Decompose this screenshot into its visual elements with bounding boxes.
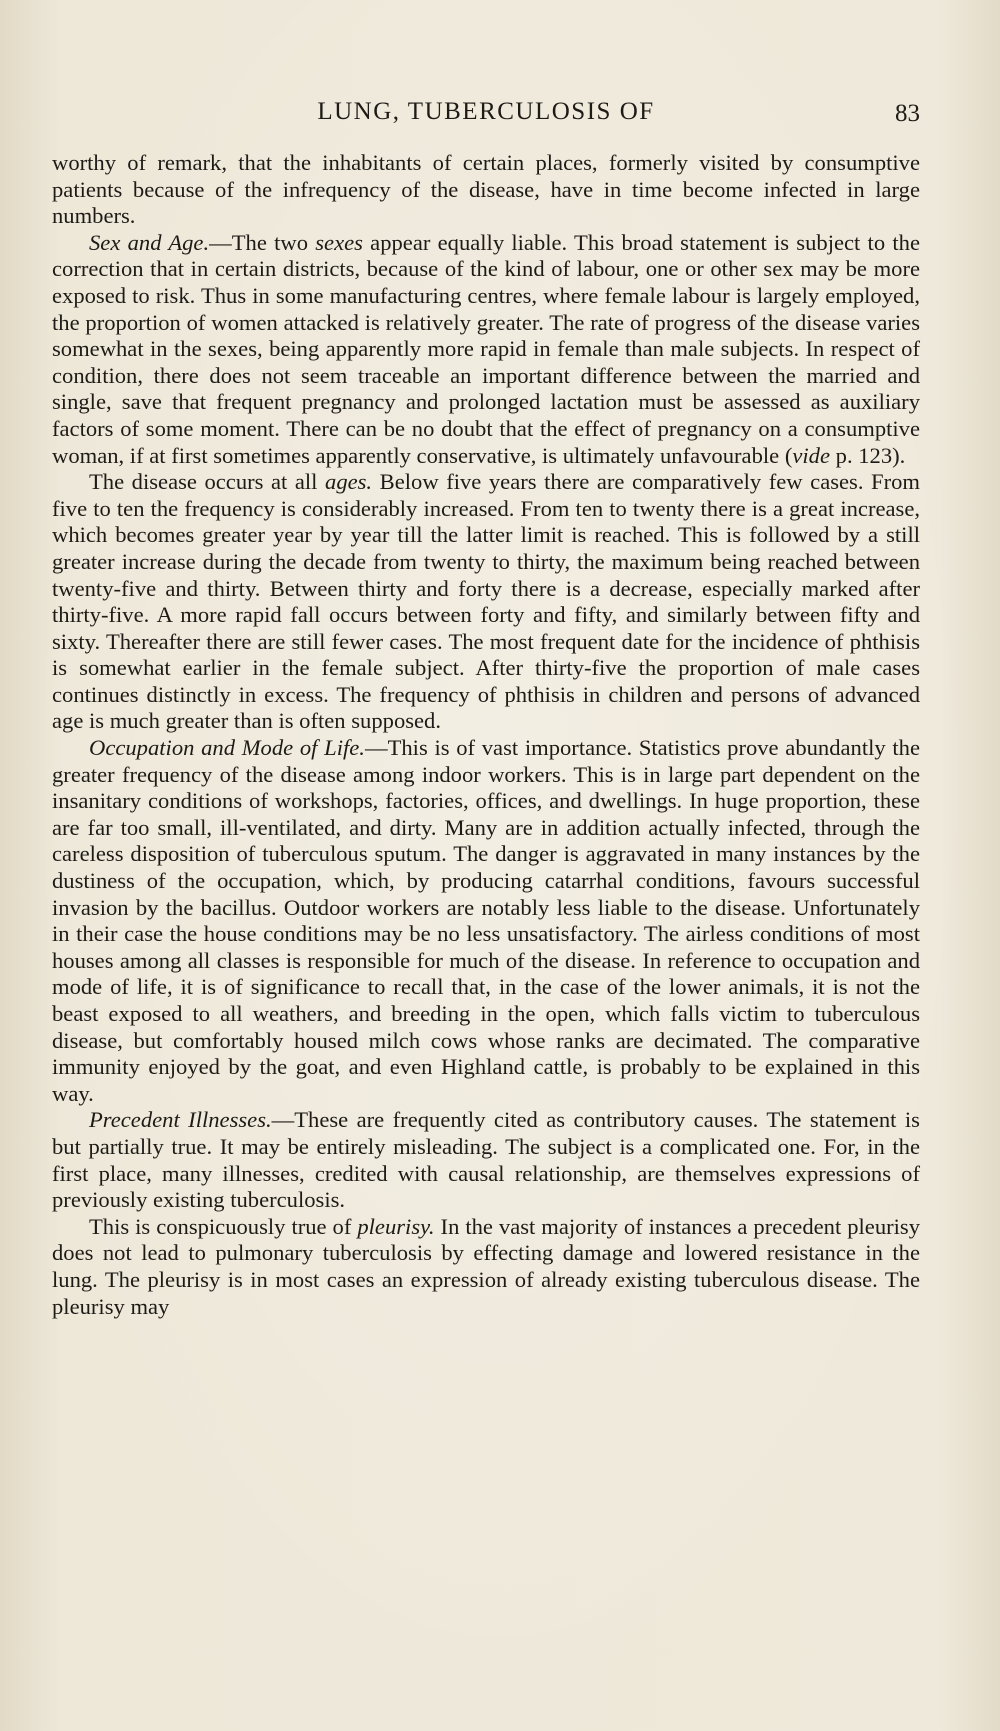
italic-run: ages.	[325, 469, 373, 495]
paragraph-ages	[52, 469, 920, 735]
page-number: 83	[895, 100, 920, 127]
text-run: —This is of vast importance. Statistics prove abundantly the greater frequency of the disease among indoor workers. This is in large part dependent on the insanitary conditions of workshops, factories, offices, and dwellings. In huge proportion, these are far too small, ill-ventilated, and dirty. Many are in addition actually infected, through the careless disposition of tuberculous sputum. The danger is aggravated in many instances by the dustiness of the occupation, which, by producing catarrhal conditions, favours successful invasion by the bacillus. Outdoor workers are notably less liable to the disease. Unfortunately in their case the house conditions may be no less unsatisfactory. The airless conditions of most houses among all classes is responsible for much of the disease. In reference to occupation and mode of life, it is of significance to recall that, in the case of the lower animals, it is not the beast exposed to all weathers, and breeding in the open, which falls victim to tuberculous disease, but comfortably housed milch cows whose ranks are decimated. The comparative immunity enjoyed by the goat, and even Highland cattle, is probably to be explained in this way.	[52, 735, 920, 1106]
text-run: —These are frequently cited as contributory causes. The statement is but partially true. It may be entirely misleading. The subject is a complicated one. For, in the first place, many illnesses, credited with causal relationship, are themselves expressions of previously existing tuberculosis.	[52, 1107, 920, 1213]
italic-run: vide	[792, 442, 830, 468]
italic-run: Precedent Illnesses.	[89, 1107, 272, 1133]
text-run: In the vast majority of instances a precedent pleurisy does not lead to pulmonary tuberculosis by effecting damage and lowered resistance in the lung. The pleurisy is in most cases an expression of already existing tuberculous disease. The pleurisy may	[52, 1213, 921, 1319]
running-title: LUNG, TUBERCULOSIS OF	[317, 98, 655, 125]
italic-run: Sex and Age.	[89, 229, 210, 255]
paragraph-pleurisy	[52, 1214, 920, 1320]
paragraph-occupation	[52, 735, 920, 1107]
text-run: Below five years there are comparatively few cases. From five to ten the frequency is considerably increased. From ten to twenty there is a great increase, which becomes greater year by year till the latter limit is reached. This is followed by a still greater increase during the decade from twenty to thirty, the maximum being reached between twenty-five and thirty. Between thirty and forty there is a decrease, especially marked after thirty-five. A more rapid fall occurs between forty and fifty, and similarly between fifty and sixty. Thereafter there are still fewer cases. The most frequent date for the incidence of phthisis is somewhat earlier in the female subject. After thirty-five the proportion of male cases continues distinctly in excess. The frequency of phthisis in children and persons of advanced age is much greater than is often supposed.	[52, 469, 921, 734]
running-header	[52, 98, 920, 132]
body-text	[52, 150, 920, 1320]
paragraph-continuation	[52, 150, 920, 230]
text-run: This is conspicuously true of	[89, 1213, 358, 1239]
paragraph-sex-and-age	[52, 230, 920, 469]
text-run: appear equally liable. This broad statement is subject to the correction that in certain districts, because of the kind of labour, one or other sex may be more exposed to risk. Thus in some manufacturing centres, where female labour is largely employed, the proportion of women attacked is relatively greater. The rate of progress of the disease varies somewhat in the sexes, being apparently more rapid in female than male subjects. In respect of condition, there does not seem traceable an important difference between the married and single, save that frequent pregnancy and prolonged lactation must be assessed as auxiliary factors of some moment. There can be no doubt that the effect of pregnancy on a consumptive woman, if at first sometimes apparently conservative, is ultimately unfavourable (	[52, 229, 920, 468]
text-run: The disease occurs at all	[89, 469, 326, 495]
paragraph-precedent-illnesses	[52, 1107, 920, 1213]
italic-run: pleurisy.	[357, 1213, 435, 1239]
italic-run: Occupation and Mode of Life.	[89, 735, 365, 761]
italic-run: sexes	[315, 229, 363, 255]
text-run: p. 123).	[830, 442, 906, 468]
text-run: —The two	[209, 229, 316, 255]
text-run: worthy of remark, that the inhabitants of certain places, formerly visited by consumptive patients because of the infrequency of the disease, have in time become infected in large numbers.	[52, 150, 920, 229]
